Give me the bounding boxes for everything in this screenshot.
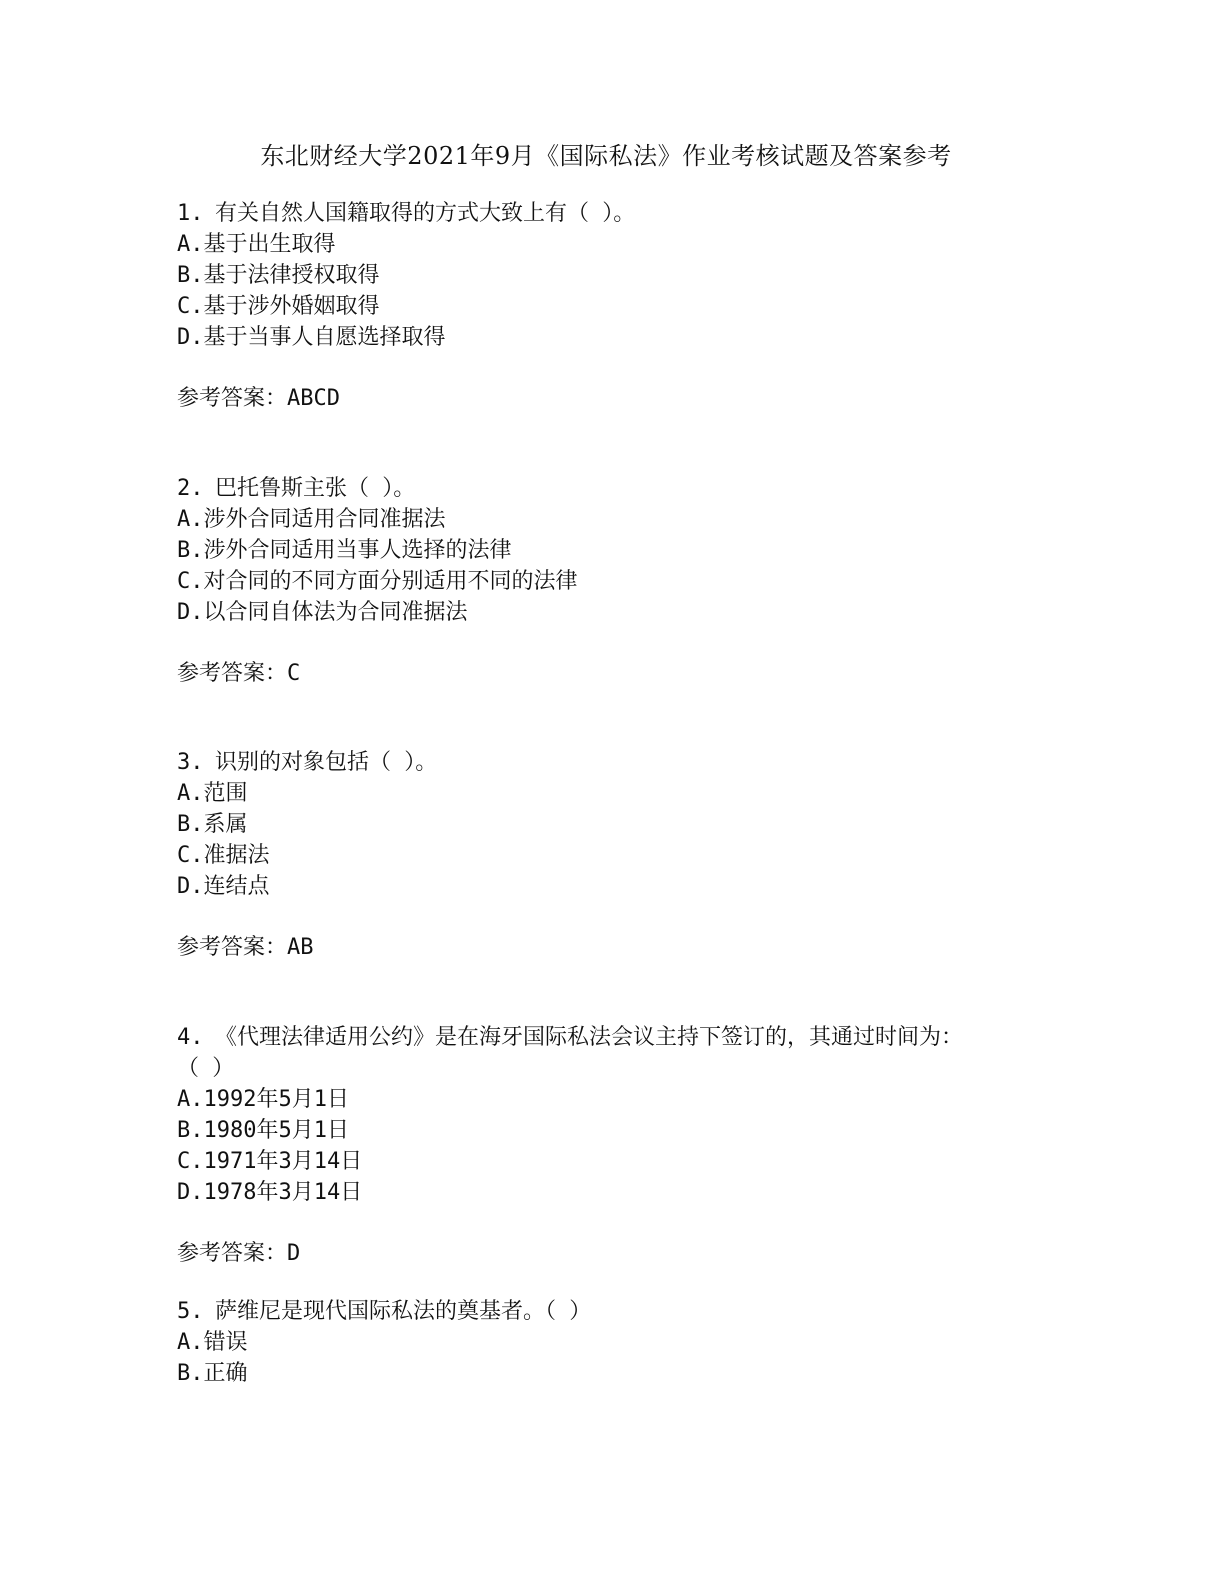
question-text: 有关自然人国籍取得的方式大致上有（ ）。: [215, 201, 636, 226]
question-list: [177, 198, 1077, 1571]
question-stem: [177, 747, 1077, 778]
question-text: 识别的对象包括（ ）。: [215, 750, 438, 775]
option-d: D.基于当事人自愿选择取得: [177, 325, 446, 350]
option-b: B.系属: [177, 812, 248, 837]
question-1: [177, 198, 1077, 473]
question-stem-continuation: （ ）: [177, 1055, 235, 1081]
option-c: C.对合同的不同方面分别适用不同的法律: [177, 568, 578, 594]
option-d: D.以合同自体法为合同准据法: [177, 599, 468, 625]
answer-label: 参考答案：: [177, 660, 288, 686]
question-text: 巴托鲁斯主张（ ）。: [215, 475, 416, 501]
answer-label: 参考答案：: [177, 1240, 288, 1266]
answer-value: ABCD: [287, 386, 340, 411]
option-c: C.基于涉外婚姻取得: [177, 294, 380, 319]
question-stem: [177, 1296, 1077, 1327]
reference-answer: [177, 932, 1077, 963]
reference-answer: [177, 658, 1077, 689]
question-4: [177, 1022, 1077, 1297]
option-b: B.基于法律授权取得: [177, 263, 380, 288]
answer-label: 参考答案：: [177, 386, 288, 411]
option-b: B.正确: [177, 1361, 248, 1386]
question-text: 《代理法律适用公约》是在海牙国际私法会议主持下签订的，其通过时间为：: [215, 1024, 964, 1050]
answer-label: 参考答案：: [177, 935, 288, 960]
question-stem: [177, 473, 1077, 504]
reference-answer: [177, 1238, 1077, 1269]
question-number: 3.: [177, 750, 204, 775]
question-number: 1.: [177, 201, 204, 226]
question-5: [177, 1296, 1077, 1571]
option-a: A.涉外合同适用合同准据法: [177, 506, 446, 532]
option-c: C.准据法: [177, 843, 270, 868]
option-c: C.1971年3月14日: [177, 1148, 363, 1174]
question-number: 4.: [177, 1024, 204, 1050]
option-b: B.1980年5月1日: [177, 1117, 349, 1143]
option-a: A.范围: [177, 781, 248, 806]
option-a: A.错误: [177, 1330, 248, 1355]
question-2: [177, 473, 1077, 748]
option-d: D.连结点: [177, 874, 270, 899]
answer-value: C: [287, 660, 301, 686]
reference-answer: [177, 383, 1077, 414]
option-b: B.涉外合同适用当事人选择的法律: [177, 537, 512, 563]
question-3: [177, 747, 1077, 1022]
option-d: D.1978年3月14日: [177, 1179, 363, 1205]
answer-value: D: [287, 1240, 301, 1266]
answer-value: AB: [287, 935, 314, 960]
option-a: A.基于出生取得: [177, 232, 336, 257]
question-text: 萨维尼是现代国际私法的奠基者。（ ）: [215, 1299, 592, 1324]
document-title: 东北财经大学2021年9月《国际私法》作业考核试题及答案参考: [260, 142, 952, 170]
question-stem: [177, 1022, 1077, 1053]
option-a: A.1992年5月1日: [177, 1086, 349, 1112]
question-number: 2.: [177, 475, 204, 501]
question-stem: [177, 198, 1077, 229]
question-number: 5.: [177, 1299, 204, 1324]
